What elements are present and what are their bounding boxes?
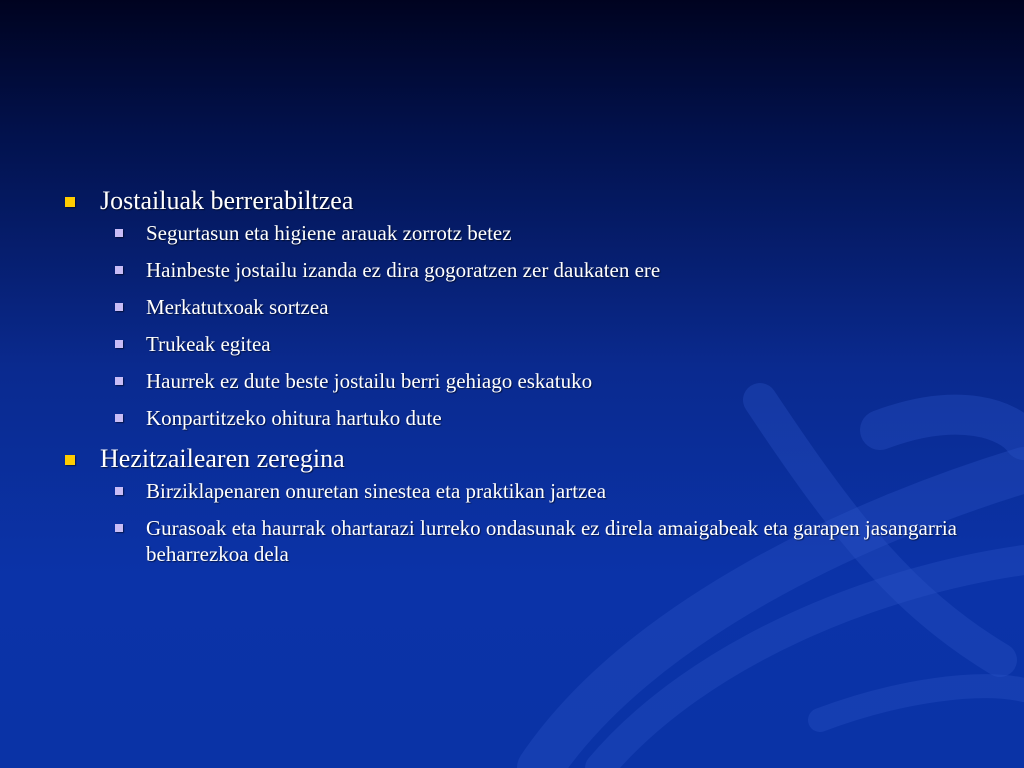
bullet-text: Birziklapenaren onuretan sinestea eta praktikan jartzea [146,479,607,503]
bullet-text: Gurasoak eta haurrak ohartarazi lurreko ondasunak ez direla amaigabeak eta garapen jasangarria beharrezkoa dela [146,516,957,566]
bullet-text: Konpartitzeko ohitura hartuko dute [146,406,442,430]
bullet-group-1 [62,184,962,431]
bullet-level2-item [62,478,962,504]
lavender-square-bullet-icon [115,340,123,348]
yellow-square-bullet-icon [65,197,75,207]
bullet-text: Merkatutxoak sortzea [146,295,329,319]
bullet-level2-item [62,294,962,320]
bullet-text: Segurtasun eta higiene arauak zorrotz betez [146,221,512,245]
lavender-square-bullet-icon [115,414,123,422]
yellow-square-bullet-icon [65,455,75,465]
lavender-square-bullet-icon [115,303,123,311]
lavender-square-bullet-icon [115,524,123,532]
lavender-square-bullet-icon [115,377,123,385]
bullet-level2-item [62,257,962,283]
lavender-square-bullet-icon [115,266,123,274]
bullet-level2-item [62,405,962,431]
bullet-level2-item [62,515,962,567]
bullet-group-2 [62,442,962,567]
bullet-text: Hainbeste jostailu izanda ez dira gogoratzen zer daukaten ere [146,258,661,282]
bullet-list [62,184,962,578]
bullet-level1-item [62,184,962,218]
bullet-level2-item [62,368,962,394]
bullet-text: Trukeak egitea [146,332,271,356]
bullet-level2-item [62,220,962,246]
lavender-square-bullet-icon [115,487,123,495]
bullet-level1-item [62,442,962,476]
lavender-square-bullet-icon [115,229,123,237]
bullet-level2-item [62,331,962,357]
bullet-text: Haurrek ez dute beste jostailu berri gehiago eskatuko [146,369,593,393]
bullet-text: Hezitzailearen zeregina [100,444,345,473]
bullet-text: Jostailuak berrerabiltzea [100,186,354,215]
